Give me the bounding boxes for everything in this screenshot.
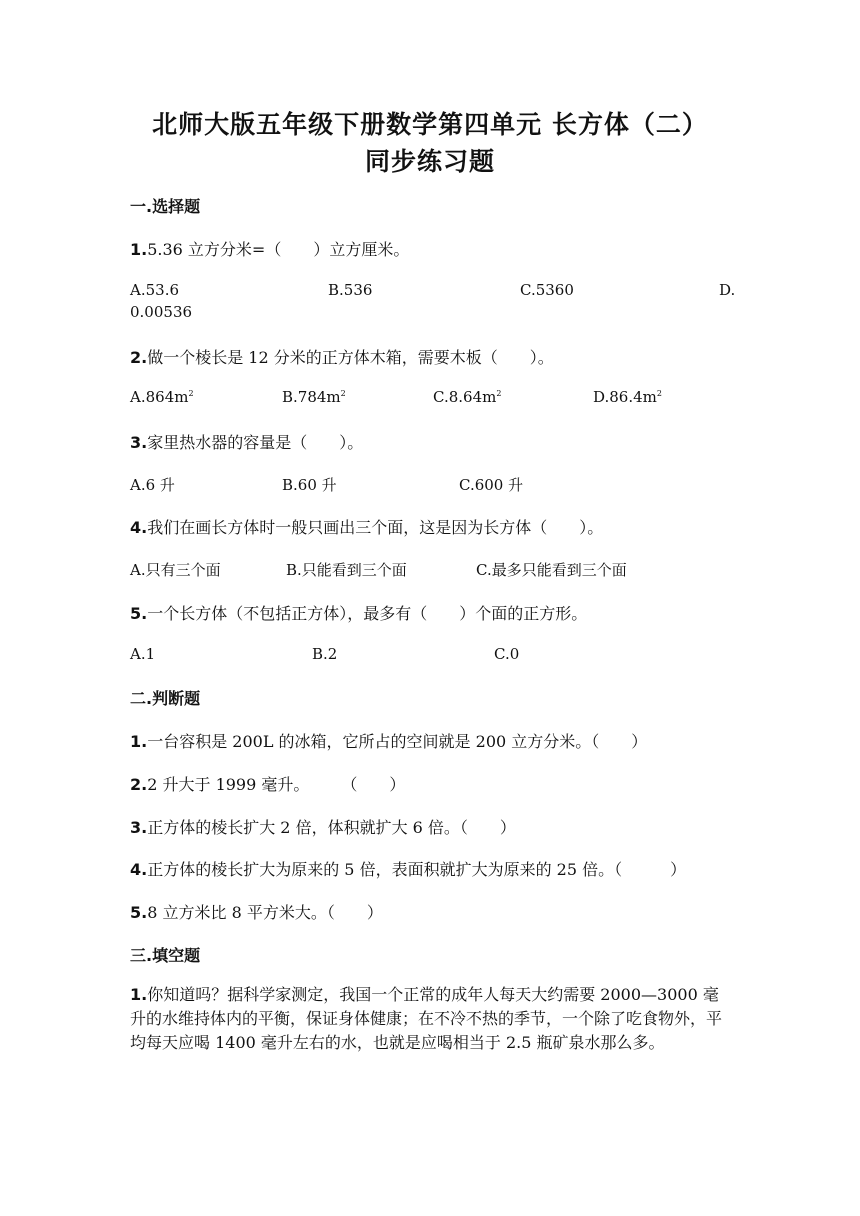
question-number: 1. [130, 985, 148, 1004]
option-d: D. [719, 281, 736, 299]
option-a: A.只有三个面 [130, 561, 221, 579]
question-number: 2. [130, 775, 148, 794]
question-choice-1 [130, 237, 409, 260]
option-b: B.536 [328, 281, 373, 299]
question-judge-3 [130, 815, 516, 838]
question-judge-1 [130, 729, 647, 752]
superscript: 2 [188, 389, 194, 398]
section-heading-judge: 二.判断题 [130, 689, 201, 708]
question-judge-5 [130, 900, 383, 923]
question-text: 5.36 立方分米=（ ）立方厘米。 [147, 240, 410, 259]
option-a: A.6 升 [130, 476, 175, 494]
question-number: 4. [130, 860, 148, 879]
question-number: 1. [130, 240, 148, 259]
option-d [593, 388, 662, 406]
option-c: C.最多只能看到三个面 [476, 561, 627, 579]
option-c: C.0 [494, 645, 520, 663]
question-number: 5. [130, 604, 148, 623]
question-text: 你知道吗？据科学家测定，我国一个正常的成年人每天大约需要 2000—3000 毫升的水维持体内的平衡，保证身体健康；在不冷不热的季节，一个除了吃食物外，平均每天应喝 1400 毫升左右的水，也就是应喝相当于 2.5 瓶矿泉水那么多。 [130, 985, 723, 1052]
option-b [282, 388, 346, 406]
option-b: B.2 [312, 645, 338, 663]
question-text: 正方体的棱长扩大为原来的 5 倍，表面积就扩大为原来的 25 倍。（ ） [147, 860, 687, 879]
page-subtitle: 同步练习题 [364, 147, 495, 176]
option-text: D.86.4m [593, 388, 657, 406]
question-text: 家里热水器的容量是（ ）。 [147, 433, 364, 452]
superscript: 2 [656, 389, 662, 398]
section-heading-fill: 三.填空题 [130, 946, 201, 965]
question-number: 2. [130, 348, 148, 367]
question-number: 3. [130, 818, 148, 837]
question-choice-3 [130, 430, 363, 453]
question-text: 一个长方体（不包括正方体），最多有（ ）个面的正方形。 [147, 604, 588, 623]
question-text: 一台容积是 200L 的冰箱，它所占的空间就是 200 立方分米。（ ） [147, 732, 648, 751]
option-c: C.600 升 [459, 476, 524, 494]
question-text: 正方体的棱长扩大 2 倍，体积就扩大 6 倍。（ ） [147, 818, 516, 837]
question-fill-1 [130, 983, 730, 1055]
option-d-continued: 0.00536 [130, 303, 193, 321]
question-text: 2 升大于 1999 毫升。 （ ） [147, 775, 406, 794]
option-text: A.864m [130, 388, 189, 406]
option-text: C.8.64m [433, 388, 497, 406]
question-choice-2 [130, 345, 554, 368]
option-c [433, 388, 501, 406]
question-judge-2 [130, 772, 405, 795]
question-judge-4 [130, 857, 686, 880]
option-a: A.53.6 [130, 281, 179, 299]
superscript: 2 [340, 389, 346, 398]
question-choice-5 [130, 601, 587, 624]
question-text: 做一个棱长是 12 分米的正方体木箱，需要木板（ ）。 [147, 348, 554, 367]
question-number: 5. [130, 903, 148, 922]
question-text: 8 立方米比 8 平方米大。（ ） [147, 903, 383, 922]
question-text: 我们在画长方体时一般只画出三个面，这是因为长方体（ ）。 [147, 518, 604, 537]
question-number: 3. [130, 433, 148, 452]
option-text: B.784m [282, 388, 341, 406]
option-b: B.60 升 [282, 476, 337, 494]
superscript: 2 [496, 389, 502, 398]
question-number: 1. [130, 732, 148, 751]
section-heading-choice: 一.选择题 [130, 197, 201, 216]
option-a [130, 388, 194, 406]
page-title: 北师大版五年级下册数学第四单元 长方体（二） [152, 110, 708, 139]
question-choice-4 [130, 515, 603, 538]
option-b: B.只能看到三个面 [286, 561, 407, 579]
question-number: 4. [130, 518, 148, 537]
option-a: A.1 [130, 645, 156, 663]
option-c: C.5360 [520, 281, 574, 299]
